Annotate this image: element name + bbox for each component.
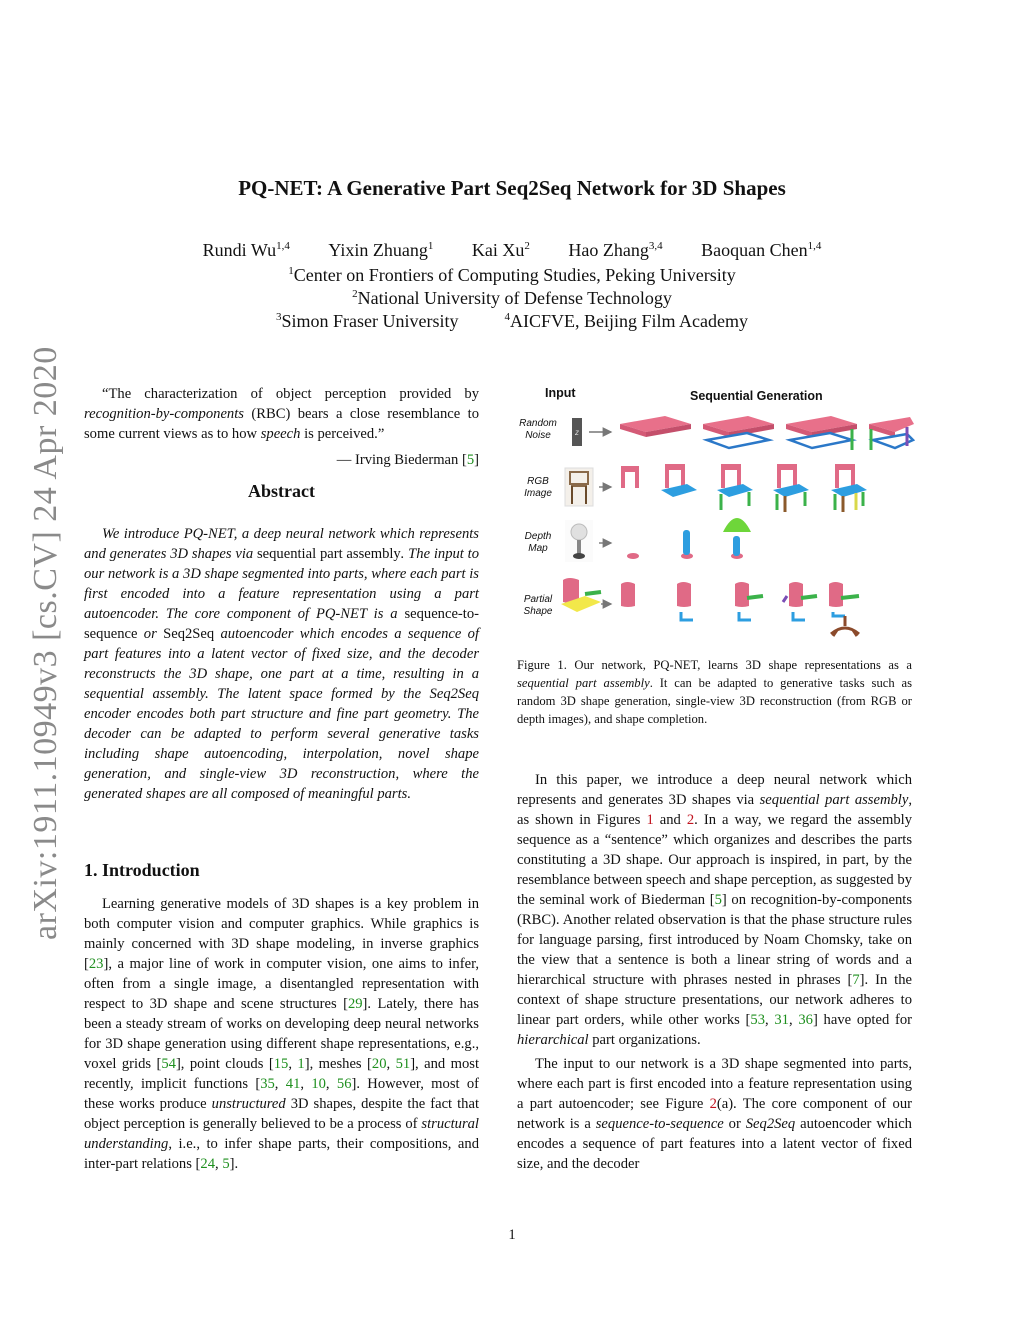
- chair-step-3: [717, 464, 753, 510]
- introduction-heading: 1. Introduction: [84, 860, 200, 880]
- figure-link[interactable]: 1: [646, 812, 654, 828]
- paper-title: PQ-NET: A Generative Part Seq2Seq Network for 3D Shapes: [238, 176, 786, 200]
- citation-link[interactable]: 10: [311, 1076, 326, 1092]
- citation-link[interactable]: 54: [161, 1056, 176, 1072]
- figure-link[interactable]: 2: [709, 1096, 717, 1112]
- citation-link[interactable]: 29: [347, 996, 363, 1012]
- table-step-4: [869, 417, 914, 450]
- chair-step-4: [773, 464, 809, 512]
- partial-input-shape: [561, 578, 601, 612]
- table-step-1: [620, 416, 691, 437]
- figure-link[interactable]: 2: [686, 812, 695, 828]
- lamp-step-3: [723, 518, 751, 559]
- citation-link[interactable]: 5: [222, 1156, 230, 1172]
- author-list: [0, 240, 1024, 261]
- citation-link[interactable]: 5: [714, 892, 722, 908]
- author-2: Yixin Zhuang$^1$: [328, 240, 434, 260]
- row-rgb-image: [565, 464, 867, 512]
- citation-link[interactable]: 23: [88, 956, 104, 972]
- author-4: Hao Zhang$^{3,4}$: [568, 240, 663, 260]
- figure-illustration: [515, 380, 915, 640]
- abstract-body: We introduce PQ-NET, a deep neural network which represents and generates 3D shapes via sequential part assembly. The input to our network is a 3D shape segmented into parts, where each part is first encoded into a feature representation using a part autoencoder. The core component of PQ-NET is a sequence-to-sequence or Seq2Seq autoencoder which encodes a sequence of part features into a latent vector of fixed size, and the decoder reconstructs the 3D shape, one part at a time, resulting in a sequential assembly. The latent space formed by the Seq2Seq encoder encodes both part structure and fine part geometry. The decoder can be adapted to perform several generative tasks including shape autoencoding, interpolation, novel shape generation, and single-view 3D reconstruction, where the generated shapes are all composed of meaningful parts.: [84, 526, 479, 802]
- office-chair-step-2: [677, 582, 693, 620]
- office-chair-step-3: [735, 582, 763, 620]
- chair-step-5: [831, 464, 867, 512]
- office-chair-step-4: [783, 582, 817, 620]
- lamp-step-2: [681, 530, 693, 559]
- citation-link[interactable]: 36: [798, 1012, 813, 1028]
- row-label-random-noise: Random Noise: [519, 418, 557, 441]
- lamp-step-1: [627, 553, 639, 559]
- citation-link[interactable]: 35: [260, 1076, 275, 1092]
- figure-input-header: Input: [545, 386, 576, 400]
- row-label-depth-map: Depth Map: [524, 531, 552, 554]
- noise-z-label: z: [575, 428, 579, 437]
- figure-1-caption: Figure 1. Our network, PQ-NET, learns 3D shape representations as a sequential part assembly. It can be adapted to generative tasks such as random 3D shape generation, single-view 3D reconstruction (from RGB or depth images), and shape completion.: [517, 658, 912, 726]
- row-label-rgb-image: RGB Image: [524, 476, 552, 499]
- citation-link[interactable]: 7: [852, 972, 860, 988]
- citation-link[interactable]: 41: [285, 1076, 301, 1092]
- row-depth-map: [565, 518, 751, 562]
- office-chair-step-5: [829, 582, 859, 636]
- citation-link[interactable]: 15: [273, 1056, 289, 1072]
- affiliation-2: $^2$National University of Defense Technology: [352, 288, 672, 308]
- citation-link[interactable]: 31: [774, 1012, 789, 1028]
- author-5: Baoquan Chen$^{1,4}$: [701, 240, 822, 260]
- page-number: 1: [508, 1227, 516, 1243]
- citation-link[interactable]: 56: [336, 1076, 352, 1092]
- row-random-noise: [572, 416, 914, 450]
- citation-link[interactable]: 5: [466, 452, 475, 468]
- author-1: Rundi Wu$^{1,4}$: [202, 240, 290, 260]
- table-step-2: [703, 416, 774, 448]
- office-chair-step-1: [621, 582, 635, 607]
- citation-link[interactable]: 51: [395, 1056, 411, 1072]
- figure-sequential-header: Sequential Generation: [690, 389, 823, 403]
- citation-link[interactable]: 24: [200, 1156, 216, 1172]
- chair-step-1: [621, 466, 639, 488]
- figure-1: [515, 380, 915, 640]
- citation-link[interactable]: 53: [750, 1012, 765, 1028]
- row-partial-shape: [561, 578, 859, 636]
- author-3: Kai Xu$^2$: [471, 240, 530, 260]
- arxiv-identifier: arXiv:1911.10949v3 [cs.CV] 24 Apr 2020: [27, 346, 64, 940]
- chair-step-2: [661, 464, 697, 497]
- introduction-body: Learning generative models of 3D shapes is a key problem in both computer vision and computer graphics. While graphics is mainly concerned with 3D shape modeling, in inverse graphics [23], a major line of work in computer vision, one aims to infer, often from a single image, a disentangled representation with respect to 3D shape and scene structures [29]. Lately, there has been a steady stream of works on developing deep neural networks for 3D shape generation using different shape representations, e.g., voxel grids [54], point clouds [15, 1], meshes [20, 51], and most recently, implicit functions [35, 41, 10, 56]. However, most of these works produce unstructured 3D shapes, despite the fact that object perception is generally believed to be a process of structural understanding, i.e., to infer shape parts, their compositions, and inter-part relations [24, 5].: [84, 896, 480, 1172]
- citation-link[interactable]: 20: [371, 1056, 387, 1072]
- abstract-heading: Abstract: [248, 481, 315, 501]
- right-column-body: In this paper, we introduce a deep neural network which represents and generates 3D shapes via sequential part assembly, as shown in Figures 1 and 2. In a way, we regard the assembly sequence as a “sentence” which organizes and describes the parts constituting a 3D shape. Our approach is inspired, in part, by the resemblance between speech and shape perception, as suggested by the seminal work of Biederman [5] on recognition-by-components (RBC). Another related observation is that the phase structure rules for language parsing, first introduced by Noam Chomsky, take on the view that a sentence is both a linear string of words and a hierarchical structure with phrases nested in phrases [7]. In the context of shape structure presentations, our network adheres to linear part orders, while other works [53, 31, 36] have opted for hierarchical part organizations. The input to our network is a 3D shape segmented into parts, where each part is first encoded into a feature representation using a part autoencoder; see Figure 2(a). The core component of our network is a sequence-to-sequence or Seq2Seq autoencoder which encodes a sequence of part features into a latent vector of fixed size, and the decoder: [517, 772, 913, 1172]
- affiliation-3-4: $^3$Simon Fraser University $^4$AICFVE, Beijing Film Academy: [276, 311, 748, 331]
- epigraph: “The characterization of object perception provided by recognition-by-components (RBC) bears a close resemblance to some current views as to how speech is perceived.”: [84, 386, 479, 442]
- table-step-3: [786, 416, 857, 450]
- affiliation-1: $^1$Center on Frontiers of Computing Studies, Peking University: [288, 265, 736, 285]
- row-label-partial-shape: Partial Shape: [523, 594, 553, 617]
- citation-link[interactable]: 1: [297, 1056, 305, 1072]
- epigraph-attribution: — Irving Biederman [5]: [336, 452, 479, 468]
